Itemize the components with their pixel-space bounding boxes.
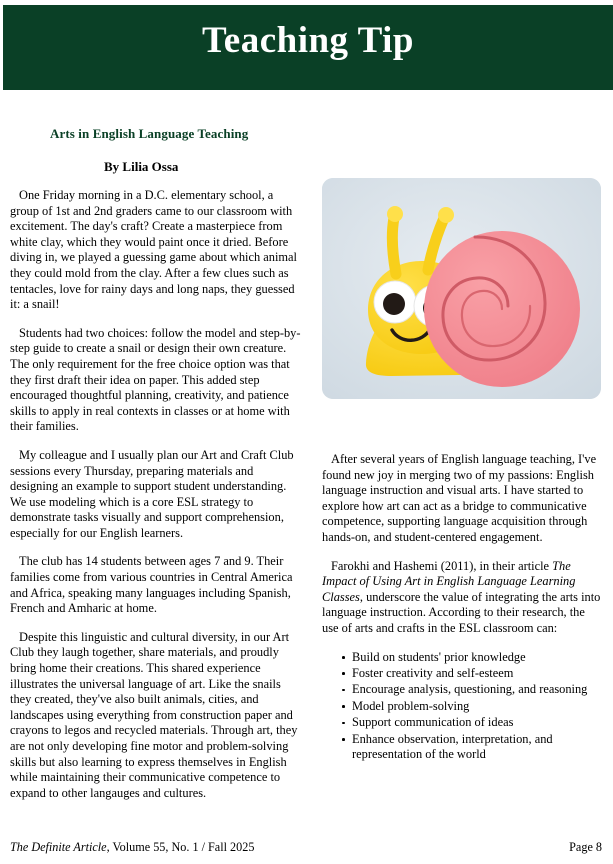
paragraph: Despite this linguistic and cultural diversity, in our Art Club they laugh together, share materials, and proudly bring home their creations. This shared experience illustrates the universal language of art. Like the snails they created, they've also built animals, cities, and landscapes using everything from construction paper and crayons to legos and recycled materials. Through art, they are not only developing fine motor and problem-solving skills but also learning to express themselves in English while maintaining their communicative competence to expand to other langauges and cultures. xyxy=(10,629,298,800)
clay-snail-icon xyxy=(322,178,601,399)
paragraph: One Friday morning in a D.C. elementary school, a group of 1st and 2nd graders came to our classroom with excitement. The day's craft? Create a masterpiece from white clay, which they would paint once it dried. Before diving in, we played a guessing game about which animal they could mold from the clay. After a few clues such as tentacles, love for rainy days and long naps, they guessed it: a snail! xyxy=(10,188,297,312)
masthead-banner xyxy=(3,5,613,90)
paragraph: Students had two choices: follow the model and step-by-step guide to create a snail or design their own creature. The only requirement for the free choice option was that they first draft their idea on paper. This added step encouraged thoughtful planning, creativity, and patience skills to apply in real contexts in classes or at home with their families. xyxy=(10,325,301,434)
publication-name: The Definite Article xyxy=(10,840,107,854)
citation-paragraph xyxy=(322,559,604,637)
article-byline: By Lilia Ossa xyxy=(104,159,179,174)
paragraph: My colleague and I usually plan our Art and Craft Club sessions every Thursday, preparing materials and designing an example to support student understanding. We use modeling which is a core ESL strategy to demonstrate tasks visually and support comprehension, especially for our English learners. xyxy=(10,447,294,540)
page-footer xyxy=(10,840,602,855)
list-item: Model problem-solving xyxy=(342,699,604,714)
snail-illustration xyxy=(322,178,601,399)
issue-info: , Volume 55, No. 1 / Fall 2025 xyxy=(106,840,255,854)
citation-tail: , underscore the value of integrating the arts into language instruction. According to their research, the use of arts and crafts in the ESL classroom can: xyxy=(322,589,601,635)
page-number: Page 8 xyxy=(569,840,602,854)
list-item: Encourage analysis, questioning, and reasoning xyxy=(342,682,604,697)
paragraph: After several years of English language teaching, I've found new joy in merging two of my passions: English language instruction and visual arts. I have started to explore how art can act as a bridge to communicative competence, supporting language acquisition through hands-on, and student-centered engagement. xyxy=(322,452,597,544)
benefits-list xyxy=(322,650,604,763)
paragraph: The club has 14 students between ages 7 and 9. Their families come from various countries in Central America and Africa, speaking many languages including Spanish, French and Amharic at home. xyxy=(10,554,293,616)
list-item: Support communication of ideas xyxy=(342,715,604,730)
citation-title: The Impact of Using Art in English Language Learning Classes xyxy=(322,558,576,604)
right-column xyxy=(322,452,604,763)
page-title: Teaching Tip xyxy=(201,20,414,61)
list-item: Foster creativity and self-esteem xyxy=(342,666,604,681)
footer-citation xyxy=(10,840,254,855)
article-heading: Arts in English Language Teaching xyxy=(50,126,249,141)
list-item: Enhance observation, interpretation, and representation of the world xyxy=(342,732,604,763)
citation-lead: Farokhi and Hashemi (2011), in their article xyxy=(331,558,553,573)
list-item: Build on students' prior knowledge xyxy=(342,650,604,665)
left-column xyxy=(10,188,302,801)
